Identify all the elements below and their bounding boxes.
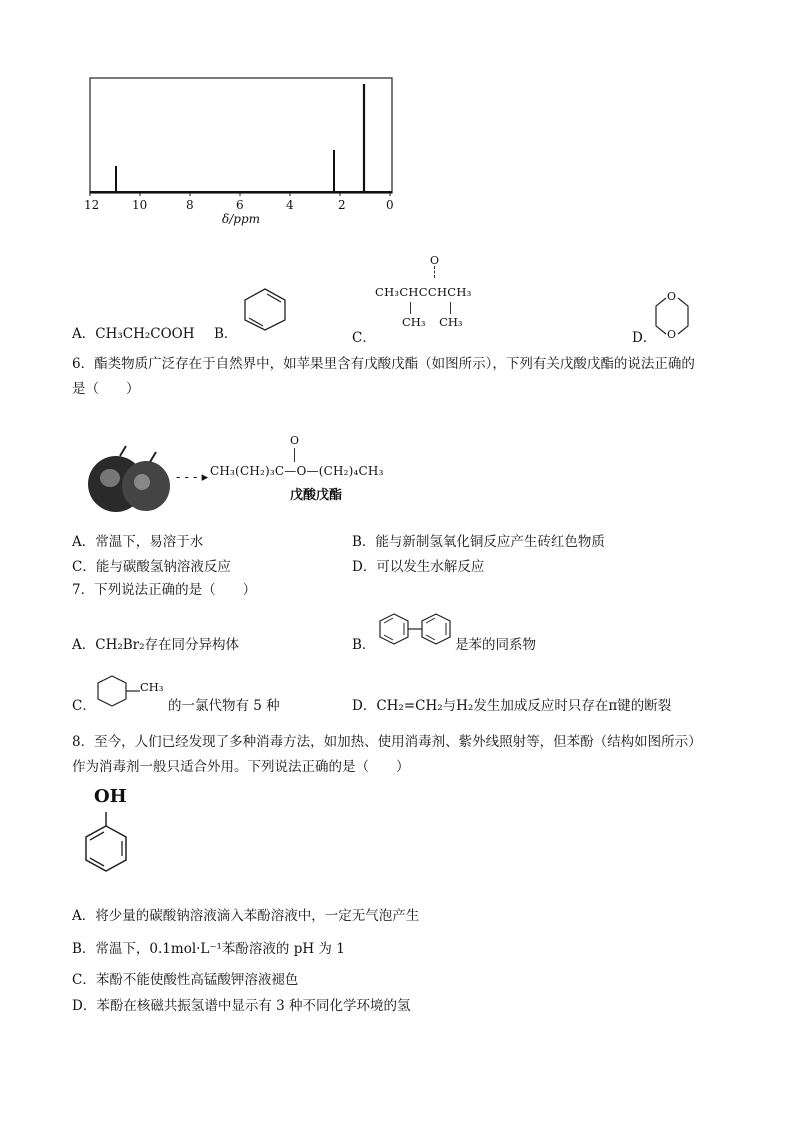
q5-c-chain: CH₃CHCCHCH₃ [375,285,472,299]
dioxane-o-top: O [667,290,677,303]
q5-option-c-label: C． [352,330,376,346]
q6-carbonyl-bond [294,448,296,462]
q5-c-carbonyl-o: O [430,254,440,267]
q6-formula: CH₃(CH₂)₃C—O—(CH₂)₄CH₃ [210,464,384,478]
q7-option-c-label: C． [72,698,96,714]
q6-caption: 戊酸戊酯 [290,488,343,503]
q5-c-bond-left [410,302,412,314]
methylcyclohexane-structure [94,674,144,712]
phenol-oh-label: OH [94,786,127,807]
q6-option-d: D．可以发生水解反应 [352,559,485,575]
q6-carbonyl-o: O [290,434,300,447]
q8-option-b: B．常温下，0.1mol·L⁻¹苯酚溶液的 pH 为 1 [72,941,345,957]
q6-stem-line2: 是（ ） [72,381,140,397]
q5-option-b-label: B． [214,326,238,342]
q6-option-b: B．能与新制氢氧化铜反应产生砖红色物质 [352,534,605,550]
q7-option-b-label: B． [352,637,376,653]
q5-option-d-label: D． [632,330,657,346]
q7-option-a: A．CH₂Br₂存在同分异构体 [72,637,240,653]
q7-option-d: D．CH₂=CH₂与H₂发生加成反应时只存在π键的断裂 [352,698,672,714]
nmr-tick-4: 4 [286,198,294,212]
q7-c-methyl: CH₃ [140,680,164,694]
nmr-tick-10: 10 [132,198,148,212]
nmr-tick-12: 12 [84,198,100,212]
dioxane-o-bottom: O [667,328,677,341]
biphenyl-structure [376,612,456,650]
nmr-tick-6: 6 [236,198,244,212]
q8-option-d: D．苯酚在核磁共振氢谱中显示有 3 种不同化学环境的氢 [72,998,411,1014]
q7-option-b-text: 是苯的同系物 [455,637,536,653]
q8-option-c: C．苯酚不能使酸性高锰酸钾溶液褪色 [72,972,299,988]
q8-stem-line1: 8．至今，人们已经发现了多种消毒方法，如加热、使用消毒剂、紫外线照射等，但苯酚（结构如图所示） [72,734,702,750]
nmr-tick-0: 0 [386,198,394,212]
arrow-icon: - - - ▸ [176,470,209,485]
apple-image [84,444,174,522]
q8-option-a: A．将少量的碳酸钠溶液滴入苯酚溶液中，一定无气泡产生 [72,908,420,924]
q5-c-methyls: CH₃ CH₃ [402,315,463,329]
q6-option-c: C．能与碳酸氢钠溶液反应 [72,559,231,575]
q5-option-a: A．CH₃CH₂COOH [72,326,195,342]
nmr-tick-8: 8 [186,198,194,212]
q7-stem: 7．下列说法正确的是（ ） [72,582,257,598]
q8-stem-line2: 作为消毒剂一般只适合外用。下列说法正确的是（ ） [72,759,410,775]
nmr-spectrum [76,70,406,230]
q6-stem-line1: 6．酯类物质广泛存在于自然界中，如苹果里含有戊酸戊酯（如图所示），下列有关戊酸戊酯的说法正确的 [72,356,695,372]
nmr-unit-label: δ/ppm [222,212,261,226]
q7-option-c-text: 的一氯代物有 5 种 [168,698,280,714]
q5-c-bond-right [450,302,452,314]
dioxane-structure [652,290,692,346]
nmr-tick-2: 2 [338,198,346,212]
cyclohexadiene-structure [240,286,290,336]
q5-c-bond [434,266,436,278]
q6-option-a: A．常温下，易溶于水 [72,534,204,550]
